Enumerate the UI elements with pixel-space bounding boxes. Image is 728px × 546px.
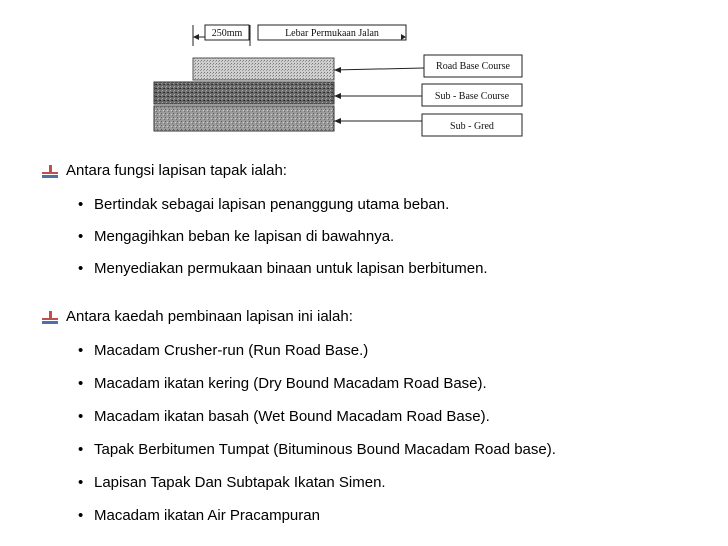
- layered-bullet-icon: [42, 165, 58, 178]
- list-item: • Mengagihkan beban ke lapisan di bawahnya.: [78, 227, 488, 247]
- sub-grade-layer: [154, 106, 334, 131]
- list-item: • Macadam ikatan basah (Wet Bound Macadam Road Base).: [78, 407, 556, 427]
- list-item: • Macadam ikatan kering (Dry Bound Macadam Road Base).: [78, 374, 556, 394]
- sub-base-layer: [154, 82, 334, 104]
- pavement-layer-diagram: [0, 0, 728, 150]
- sub-base-label: Sub - Base Course: [434, 91, 510, 102]
- methods-heading: [42, 307, 556, 327]
- list-item: • Lapisan Tapak Dan Subtapak Ikatan Simen.: [78, 473, 556, 493]
- list-item: • Macadam Crusher-run (Run Road Base.): [78, 341, 556, 361]
- dimension-header: [193, 25, 412, 46]
- list-item: • Bertindak sebagai lapisan penanggung utama beban.: [78, 195, 488, 215]
- functions-heading-text: Antara fungsi lapisan tapak ialah:: [66, 162, 287, 179]
- methods-section: [42, 307, 556, 526]
- surface-width-label: Lebar Permukaan Jalan: [285, 28, 379, 39]
- road-base-label: Road Base Course: [436, 61, 510, 72]
- list-item: • Menyediakan permukaan binaan untuk lapisan berbitumen.: [78, 259, 488, 279]
- functions-section: [42, 161, 488, 279]
- list-item: • Macadam ikatan Air Pracampuran: [78, 506, 556, 526]
- road-base-layer: [193, 58, 334, 80]
- width-dimension-label: 250mm: [211, 28, 243, 39]
- list-item: • Tapak Berbitumen Tumpat (Bituminous Bound Macadam Road base).: [78, 440, 556, 460]
- layered-bullet-icon: [42, 311, 58, 324]
- functions-heading: [42, 161, 488, 181]
- methods-heading-text: Antara kaedah pembinaan lapisan ini ialah:: [66, 308, 353, 325]
- sub-grade-label: Sub - Gred: [450, 121, 494, 132]
